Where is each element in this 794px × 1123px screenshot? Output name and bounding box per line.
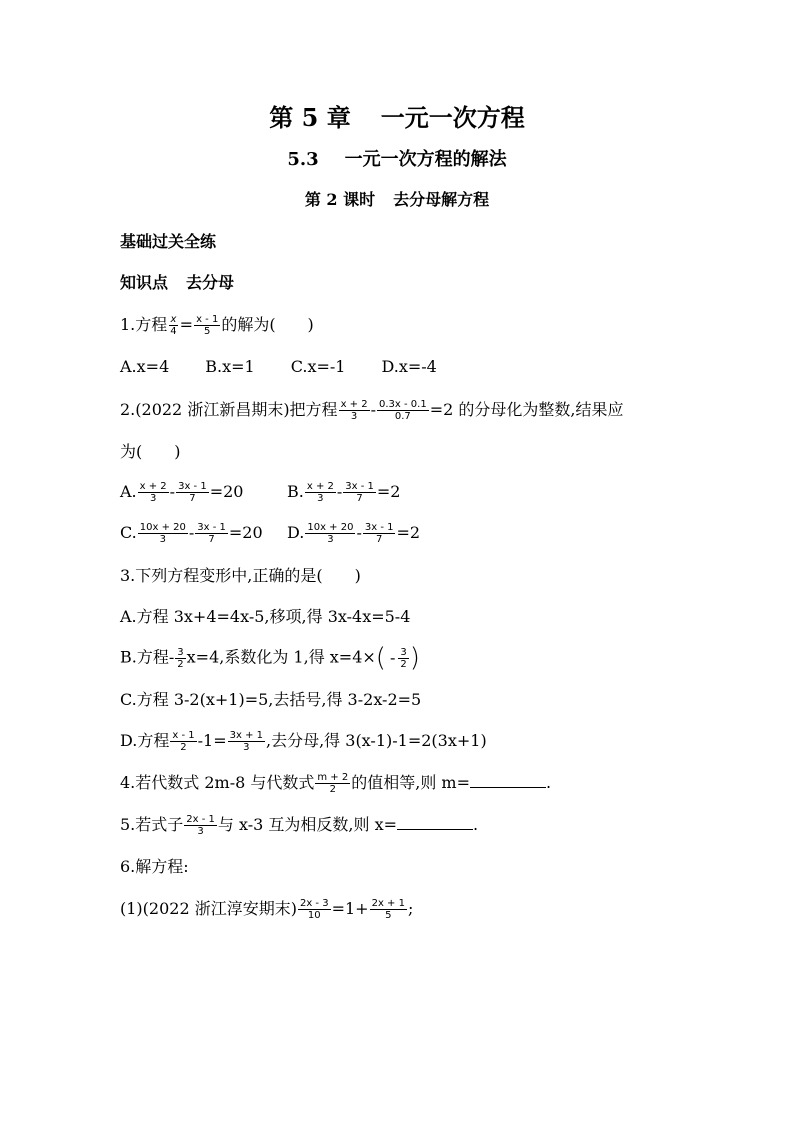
- chapter-name: 一元一次方程: [380, 103, 525, 132]
- q6-mid: =1+: [331, 899, 369, 918]
- q2-c-n1: 10x + 20: [139, 522, 186, 533]
- q2-f2-num: 0.3x - 0.1: [379, 399, 427, 410]
- q1-eq: =: [179, 315, 194, 334]
- q3-d-f1den: 2: [180, 742, 187, 753]
- q2-f2-den: 0.7: [394, 411, 411, 422]
- q2-a-n2: 3x - 1: [178, 481, 207, 492]
- q2-b-d2: 7: [356, 493, 363, 504]
- q1-f1-num: x: [170, 314, 177, 325]
- section-name: 一元一次方程的解法: [344, 149, 507, 170]
- q5-pre: 5.若式子: [120, 815, 184, 834]
- q3-option-d: [120, 729, 487, 753]
- q3-d-frac-1: [170, 730, 196, 753]
- q2-d-frac-2: [363, 522, 396, 545]
- practice-heading: [120, 230, 216, 254]
- q2-fraction-1: [339, 399, 370, 422]
- q2-line2: 为( ): [120, 442, 181, 461]
- q3-b-left-paren: (: [375, 643, 386, 673]
- q2-d-d2: 7: [375, 534, 383, 545]
- q2-option-a: [120, 480, 243, 504]
- q4-fden: 2: [329, 784, 336, 795]
- q1-option-a: A.x=4: [120, 357, 170, 376]
- q2-a-rhs: =20: [209, 482, 244, 501]
- q2-c-minus: -: [188, 523, 195, 542]
- q2-f1-den: 3: [350, 411, 358, 422]
- question-5: [120, 813, 478, 837]
- q3-option-a: [120, 605, 410, 629]
- knowledge-heading: [120, 271, 234, 295]
- q2-d-frac-1: [305, 522, 355, 545]
- lesson-name: 去分母解方程: [393, 190, 490, 209]
- q2-d-n1: 10x + 20: [307, 522, 354, 533]
- q6-f2den: 5: [385, 910, 392, 921]
- q1-option-b: B.x=1: [205, 357, 255, 376]
- q5-end: .: [473, 815, 479, 834]
- q2-c-frac-2: [195, 522, 228, 545]
- q2-a-d1: 3: [149, 493, 157, 504]
- q1-f1-den: 4: [170, 326, 177, 337]
- q4-pre: 4.若代数式 2m-8 与代数式: [120, 773, 315, 792]
- q1-option-c: C.x=-1: [290, 357, 346, 376]
- q2-c-label: C.: [120, 523, 137, 542]
- practice-heading-text: 基础过关全练: [120, 232, 217, 251]
- q2-b-frac-1: [305, 481, 336, 504]
- lesson-title: [0, 187, 794, 213]
- q2-a-frac-1: [138, 481, 169, 504]
- q6-f1num: 2x - 3: [299, 898, 329, 909]
- section-number: 5.3: [287, 149, 319, 170]
- q6-part-1: [120, 897, 413, 921]
- q6-f1den: 10: [307, 910, 321, 921]
- q2-prefix: 2.(2022 浙江新昌期末)把方程: [120, 400, 338, 419]
- q2-d-minus: -: [356, 523, 362, 542]
- q6-stem: 6.解方程:: [120, 857, 189, 876]
- q3-b-minus: -: [389, 647, 396, 667]
- q1-fraction-1: [168, 314, 178, 337]
- question-2: [120, 398, 623, 422]
- question-3: [120, 564, 361, 588]
- q3-option-b: [120, 643, 420, 673]
- q1-suffix: 的解为( ): [221, 315, 314, 334]
- q6-f2num: 2x + 1: [371, 898, 405, 909]
- q2-b-n2: 3x - 1: [345, 481, 374, 492]
- q2-d-d1: 3: [327, 534, 334, 545]
- q2-b-rhs: =2: [376, 482, 401, 501]
- q2-a-frac-2: [176, 481, 209, 504]
- q3-d-pre: D.方程: [120, 731, 170, 750]
- lesson-number: 第 2 课时: [304, 190, 376, 209]
- q2-a-n1: x + 2: [139, 481, 167, 492]
- q2-b-frac-2: [343, 481, 376, 504]
- q2-b-d1: 3: [317, 493, 324, 504]
- q3-d-post: ,去分母,得 3(x-1)-1=2(3x+1): [266, 731, 487, 750]
- q3-b-fden: 2: [177, 658, 184, 670]
- q5-answer-blank[interactable]: [397, 813, 473, 830]
- q3-b-pre: B.方程-: [120, 647, 175, 667]
- q5-post: 与 x-3 互为相反数,则 x=: [217, 815, 397, 834]
- q6-fraction-1: [298, 898, 331, 921]
- question-4: [120, 771, 551, 795]
- q4-fnum: m + 2: [317, 772, 349, 783]
- knowledge-name: 去分母: [186, 273, 235, 292]
- q3-b-fnum: 3: [177, 646, 184, 658]
- q6-end: ;: [407, 899, 414, 918]
- question-2-line-2: [120, 440, 181, 464]
- q1-prefix: 1.方程: [120, 315, 168, 334]
- q2-c-n2: 3x - 1: [197, 522, 226, 533]
- q3-a-text: A.方程 3x+4=4x-5,移项,得 3x-4x=5-4: [120, 607, 411, 626]
- q1-fraction-2: [194, 314, 220, 337]
- q2-d-label: D.: [287, 523, 305, 542]
- q2-c-d1: 3: [159, 534, 166, 545]
- q2-c-d2: 7: [208, 534, 215, 545]
- knowledge-label: 知识点: [120, 273, 169, 292]
- section-title: [0, 146, 794, 174]
- q5-fden: 3: [197, 826, 204, 837]
- q3-option-c: [120, 688, 421, 712]
- q2-suffix: =2 的分母化为整数,结果应: [429, 400, 624, 419]
- q2-option-d: [287, 521, 420, 545]
- q3-b-right-paren: ): [409, 643, 420, 673]
- q3-b-frac-1: [175, 647, 185, 670]
- q3-d-mid: -1=: [197, 731, 227, 750]
- q3-b-mid: x=4,系数化为 1,得 x=4×: [186, 647, 376, 667]
- q2-option-c: [120, 521, 263, 545]
- q3-b-f2den: 2: [400, 658, 407, 670]
- q3-d-f2num: 3x + 1: [229, 730, 263, 741]
- q2-a-d2: 7: [189, 493, 196, 504]
- q3-b-f2num: 3: [400, 646, 407, 658]
- q2-option-b: [287, 480, 400, 504]
- q3-c-text: C.方程 3-2(x+1)=5,去括号,得 3-2x-2=5: [120, 690, 422, 709]
- q3-stem: 3.下列方程变形中,正确的是( ): [120, 566, 361, 585]
- q3-d-f1num: x - 1: [172, 730, 195, 741]
- q6-fraction-2: [370, 898, 407, 921]
- q2-d-rhs: =2: [396, 523, 421, 542]
- q4-answer-blank[interactable]: [470, 771, 546, 788]
- chapter-title: [0, 100, 794, 136]
- q2-c-frac-1: [138, 522, 188, 545]
- q1-f2-den: 5: [204, 326, 211, 337]
- q2-c-rhs: =20: [228, 523, 263, 542]
- q3-d-f2den: 3: [243, 742, 250, 753]
- question-1-options: [120, 355, 437, 379]
- q4-fraction: [315, 772, 350, 795]
- q3-b-frac-2: [398, 647, 408, 670]
- q4-end: .: [546, 773, 552, 792]
- q5-fraction: [184, 814, 217, 837]
- q2-a-minus: -: [169, 482, 176, 501]
- q4-post: 的值相等,则 m=: [351, 773, 470, 792]
- q1-option-d: D.x=-4: [381, 357, 437, 376]
- question-6: [120, 855, 189, 879]
- q2-b-n1: x + 2: [306, 481, 334, 492]
- q2-a-label: A.: [120, 482, 137, 501]
- q5-fnum: 2x - 1: [186, 814, 215, 825]
- q6-p1-pre: (1)(2022 浙江淳安期末): [120, 899, 297, 918]
- q2-minus: -: [370, 400, 376, 419]
- q3-d-frac-2: [228, 730, 265, 753]
- q2-b-minus: -: [336, 482, 343, 501]
- q1-f2-num: x - 1: [196, 314, 219, 325]
- q2-fraction-2: [377, 399, 429, 422]
- q2-d-n2: 3x - 1: [364, 522, 394, 533]
- q2-b-label: B.: [287, 482, 304, 501]
- q2-f1-num: x + 2: [340, 399, 368, 410]
- question-1: [120, 313, 314, 337]
- chapter-number: 第 5 章: [269, 103, 351, 132]
